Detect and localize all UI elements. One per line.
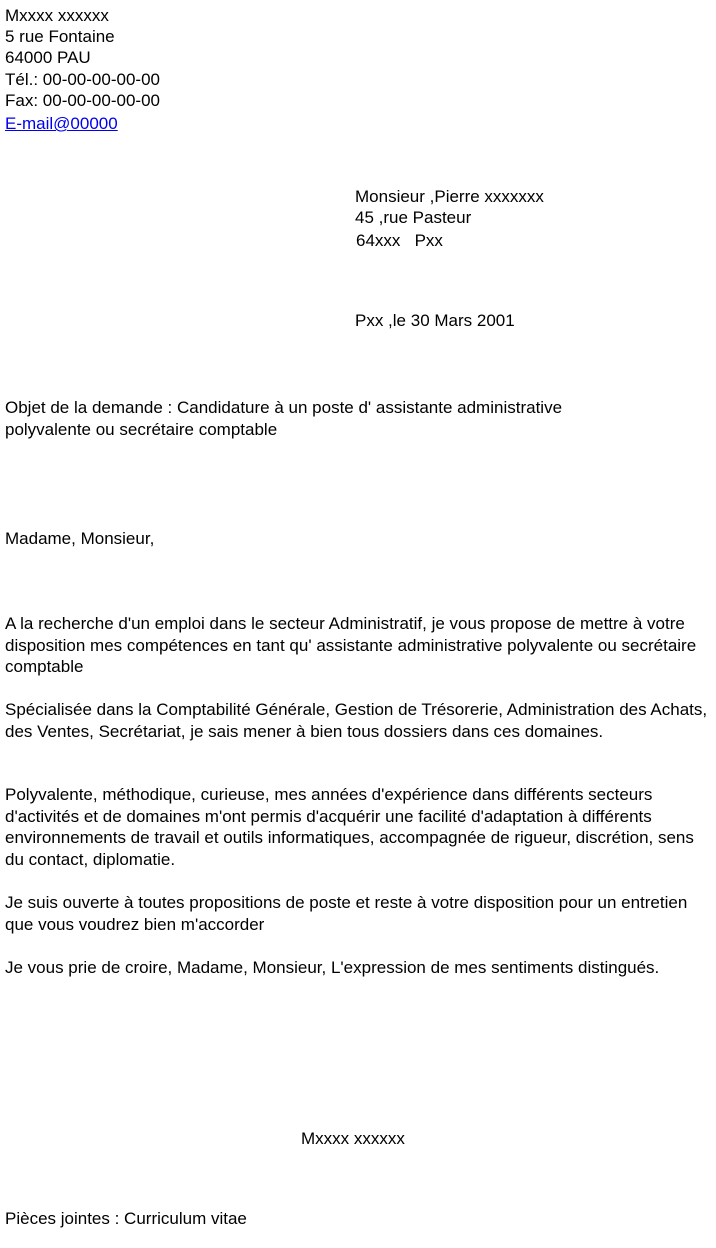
- recipient-street: 45 ,rue Pasteur: [355, 208, 472, 227]
- paragraph-1: A la recherche d'un emploi dans le secteur Administratif, je vous propose de mettre à votre disposition mes compétences en tant qu' assistante administrative polyvalente ou secrétaire comptable: [5, 614, 697, 676]
- salutation: Madame, Monsieur,: [5, 529, 155, 548]
- paragraph-2: Spécialisée dans la Comptabilité Générale, Gestion de Trésorerie, Administration des Achats, des Ventes, Secrétariat, je sais mener à bien tous dossiers dans ces domaines.: [5, 700, 708, 741]
- signature: Mxxxx xxxxxx: [301, 1129, 405, 1148]
- sender-name: Mxxxx xxxxxx: [5, 6, 109, 25]
- recipient-name: Monsieur ,Pierre xxxxxxx: [355, 187, 544, 206]
- letter-date: Pxx ,le 30 Mars 2001: [355, 311, 515, 330]
- sender-city: 64000 PAU: [5, 48, 91, 67]
- attachments: Pièces jointes : Curriculum vitae: [5, 1209, 247, 1228]
- sender-email-line: [5, 113, 118, 134]
- sender-street: 5 rue Fontaine: [5, 27, 115, 46]
- paragraph-3: Polyvalente, méthodique, curieuse, mes années d'expérience dans différents secteurs d'activités et de domaines m'ont permis d'acquérir une facilité d'adaptation à différents environnements de travail et outils informatiques, accompagnée de rigueur, discrétion, sens du contact, diplomatie.: [5, 785, 694, 869]
- sender-email-link[interactable]: E-mail@00000: [5, 114, 118, 133]
- paragraph-5: Je vous prie de croire, Madame, Monsieur, L'expression de mes sentiments distingués.: [5, 958, 660, 977]
- letter-subject: Objet de la demande : Candidature à un poste d' assistante administrative polyvalente ou secrétaire comptable: [5, 398, 563, 439]
- paragraph-4: Je suis ouverte à toutes propositions de poste et reste à votre disposition pour un entretien que vous voudrez bien m'accorder: [5, 893, 688, 934]
- recipient-city: 64xxx Pxx: [356, 231, 443, 250]
- sender-phone: Tél.: 00-00-00-00-00: [5, 70, 160, 89]
- sender-fax: Fax: 00-00-00-00-00: [5, 91, 160, 110]
